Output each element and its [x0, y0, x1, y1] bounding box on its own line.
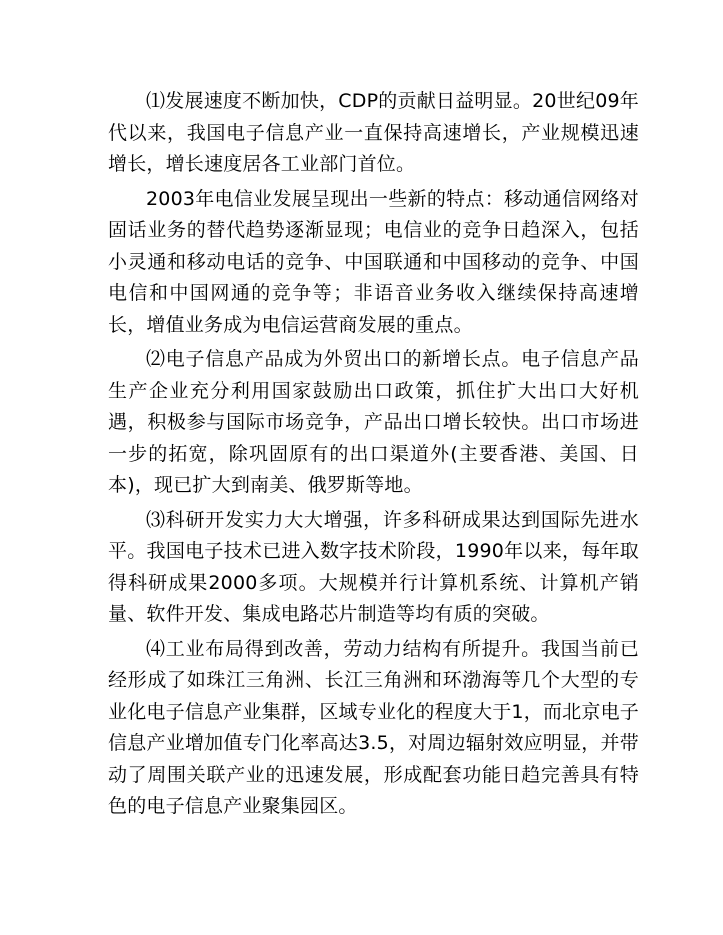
paragraph-export-growth: ⑵电子信息产品成为外贸出口的新增长点。电子信息产品生产企业充分利用国家鼓励出口政策，抓住扩大出口大好机遇，积极参与国际市场竞争，产品出口增长较快。出口市场进一步的拓宽，除巩固原有的出口渠道外(主要香港、美国、日本)，现已扩大到南美、俄罗斯等地。 — [108, 348, 639, 496]
paragraph-research-strength: ⑶科研开发实力大大增强，许多科研成果达到国际先进水平。我国电子技术已进入数字技术阶段，1990年以来，每年取得科研成果2000多项。大规模并行计算机系统、计算机产销量、软件开发、集成电路芯片制造等均有质的突破。 — [108, 508, 639, 625]
paragraph-telecom-2003: 2003年电信业发展呈现出一些新的特点：移动通信网络对固话业务的替代趋势逐渐显现；电信业的竞争日趋深入，包括小灵通和移动电话的竞争、中国联通和中国移动的竞争、中国电信和中国网通的竞争等；非语音业务收入继续保持高速增长，增值业务成为电信运营商发展的重点。 — [108, 187, 639, 336]
paragraph-industrial-layout: ⑷工业布局得到改善，劳动力结构有所提升。我国当前已经形成了如珠江三角洲、长江三角洲和环渤海等几个大型的专业化电子信息产业集群，区域专业化的程度大于1，而北京电子信息产业增加值专门化率高达3.5，对周边辐射效应明显，并带动了周围关联产业的迅速发展，形成配套功能日趋完善具有特色的电子信息产业聚集园区。 — [108, 637, 639, 817]
paragraph-development-speed: ⑴发展速度不断加快，CDP的贡献日益明显。20世纪09年代以来，我国电子信息产业一直保持高速增长，产业规模迅速增长，增长速度居各工业部门首位。 — [108, 90, 639, 175]
